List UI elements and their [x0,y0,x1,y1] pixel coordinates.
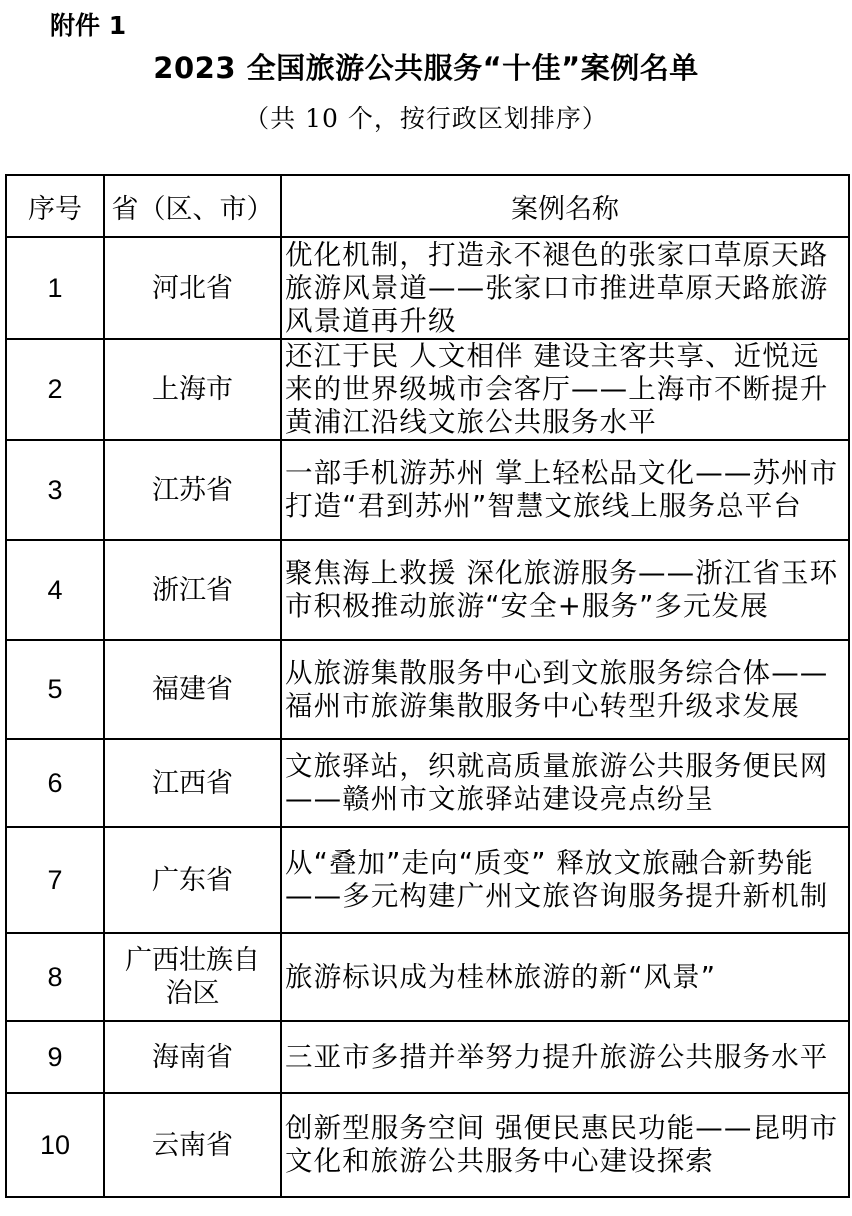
table-row [6,237,849,339]
row-number: 8 [6,933,104,1021]
table-row [6,933,849,1021]
row-province: 海南省 [104,1021,281,1093]
row-case-name: 创新型服务空间 强便民惠民功能——昆明市文化和旅游公共服务中心建设探索 [281,1093,849,1197]
row-number: 5 [6,640,104,739]
row-province: 广西壮族自治区 [104,933,281,1021]
row-province: 江苏省 [104,440,281,540]
case-list-table [5,174,850,1198]
row-case-name: 优化机制，打造永不褪色的张家口草原天路旅游风景道——张家口市推进草原天路旅游风景道再升级 [281,237,849,339]
column-header-number: 序号 [6,175,104,237]
row-province: 河北省 [104,237,281,339]
row-province: 江西省 [104,739,281,827]
column-header-case-name: 案例名称 [281,175,849,237]
table-row [6,640,849,739]
row-case-name: 从旅游集散服务中心到文旅服务综合体——福州市旅游集散服务中心转型升级求发展 [281,640,849,739]
row-number: 1 [6,237,104,339]
row-case-name: 聚焦海上救援 深化旅游服务——浙江省玉环市积极推动旅游“安全+服务”多元发展 [281,540,849,640]
row-number: 3 [6,440,104,540]
row-number: 9 [6,1021,104,1093]
row-province: 上海市 [104,339,281,440]
row-province: 云南省 [104,1093,281,1197]
attachment-label: 附件 1 [50,11,127,40]
table-row [6,1021,849,1093]
table-row [6,739,849,827]
row-province: 浙江省 [104,540,281,640]
page-title: 2023 全国旅游公共服务“十佳”案例名单 [153,51,699,85]
row-number: 7 [6,827,104,933]
table-header-row [6,175,849,237]
row-case-name: 旅游标识成为桂林旅游的新“风景” [281,933,849,1021]
row-case-name: 还江于民 人文相伴 建设主客共享、近悦远来的世界级城市会客厅——上海市不断提升黄浦江沿线文旅公共服务水平 [281,339,849,440]
table-row [6,1093,849,1197]
table-row [6,540,849,640]
row-number: 2 [6,339,104,440]
row-number: 4 [6,540,104,640]
column-header-province: 省（区、市） [104,175,281,237]
row-number: 10 [6,1093,104,1197]
table-row [6,339,849,440]
row-province: 福建省 [104,640,281,739]
row-province: 广东省 [104,827,281,933]
row-case-name: 一部手机游苏州 掌上轻松品文化——苏州市打造“君到苏州”智慧文旅线上服务总平台 [281,440,849,540]
table-row [6,440,849,540]
row-case-name: 文旅驿站，织就高质量旅游公共服务便民网——赣州市文旅驿站建设亮点纷呈 [281,739,849,827]
table-row [6,827,849,933]
row-case-name: 从“叠加”走向“质变” 释放文旅融合新势能——多元构建广州文旅咨询服务提升新机制 [281,827,849,933]
row-case-name: 三亚市多措并举努力提升旅游公共服务水平 [281,1021,849,1093]
row-number: 6 [6,739,104,827]
page-subtitle: （共 10 个，按行政区划排序） [244,104,608,133]
